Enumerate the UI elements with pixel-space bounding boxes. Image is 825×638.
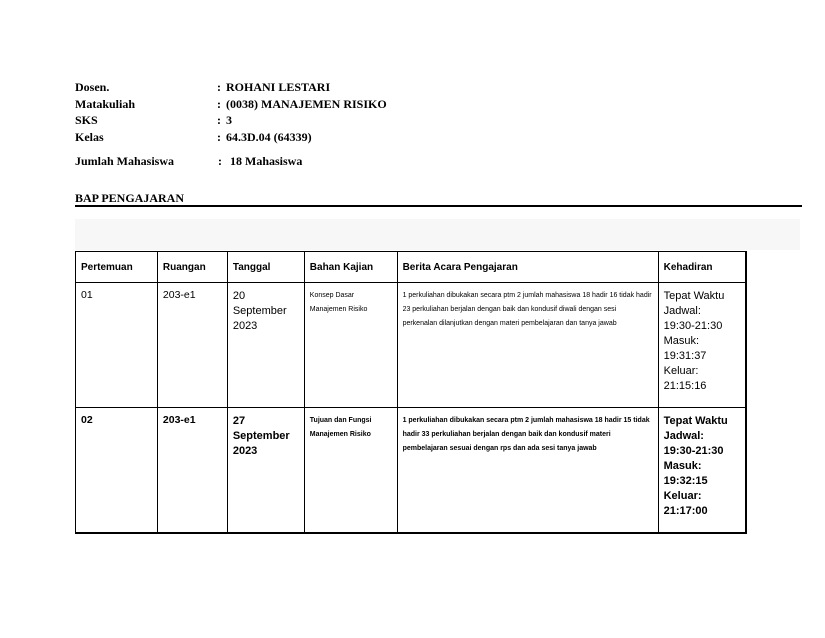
separator: : — [217, 80, 221, 94]
kehadiran-masuk-label: Masuk: — [663, 335, 700, 347]
info-row-kelas — [75, 129, 575, 146]
cell-bahan-kajian: Tujuan dan Fungsi Manajemen Risiko — [304, 408, 397, 533]
info-row-matakuliah — [75, 96, 575, 113]
kehadiran-jadwal: 19:30-21:30 — [663, 320, 723, 332]
jumlah-label: Jumlah Mahasiswa — [75, 154, 175, 168]
cell-tanggal: 27 September 2023 — [227, 408, 304, 533]
separator: : — [218, 154, 222, 168]
header-bahan-kajian: Bahan Kajian — [304, 252, 397, 283]
kehadiran-status: Tepat Waktu — [663, 290, 725, 302]
kehadiran-keluar-label: Keluar: — [663, 490, 702, 502]
header-pertemuan: Pertemuan — [76, 252, 158, 283]
section-title: BAP PENGAJARAN — [75, 191, 185, 205]
cell-pertemuan: 01 — [76, 283, 158, 408]
separator: : — [217, 96, 221, 111]
sks-value: 3 — [226, 113, 232, 127]
jumlah-value: 18 Mahasiswa — [230, 154, 303, 168]
info-row-sks — [75, 112, 575, 129]
info-row-jumlah-mahasiswa — [75, 153, 575, 170]
cell-ruangan: 203-e1 — [157, 283, 227, 408]
kehadiran-masuk-label: Masuk: — [663, 460, 702, 472]
kehadiran-jadwal: 19:30-21:30 — [663, 445, 724, 457]
kehadiran-jadwal-label: Jadwal: — [663, 305, 701, 317]
separator: : — [217, 113, 221, 127]
table-header-row — [76, 252, 747, 283]
section-divider — [75, 205, 802, 207]
kehadiran-masuk: 19:31:37 — [663, 350, 707, 362]
kehadiran-status: Tepat Waktu — [663, 415, 728, 427]
header-ruangan: Ruangan — [157, 252, 227, 283]
cell-bahan-kajian: Konsep Dasar Manajemen Risiko — [304, 283, 397, 408]
kelas-label: Kelas — [75, 129, 104, 144]
header-band — [75, 219, 800, 250]
bap-table — [75, 251, 747, 534]
course-info — [75, 79, 575, 170]
kehadiran-masuk: 19:32:15 — [663, 475, 708, 487]
info-row-dosen — [75, 79, 575, 96]
kehadiran-keluar: 21:15:16 — [663, 380, 707, 392]
matakuliah-label: Matakuliah — [75, 96, 136, 111]
dosen-value: ROHANI LESTARI — [226, 80, 331, 94]
matakuliah-value: (0038) MANAJEMEN RISIKO — [226, 96, 387, 111]
sks-label: SKS — [75, 113, 98, 127]
cell-tanggal: 20 September 2023 — [227, 283, 304, 408]
separator: : — [217, 129, 221, 144]
cell-ruangan: 203-e1 — [157, 408, 227, 533]
cell-pertemuan: 02 — [76, 408, 158, 533]
cell-kehadiran — [658, 408, 746, 533]
kehadiran-keluar: 21:17:00 — [663, 505, 708, 517]
kelas-value: 64.3D.04 (64339) — [226, 129, 312, 144]
cell-berita-acara: 1 perkuliahan dibukakan secara ptm 2 jumlah mahasiswa 18 hadir 15 tidak hadir 33 perkuliahan berjalan dengan baik dan kondusif materi pembelajaran sesuai dengan rps dan ada sesi tanya jawab — [397, 408, 658, 533]
kehadiran-keluar-label: Keluar: — [663, 365, 699, 377]
header-kehadiran: Kehadiran — [658, 252, 746, 283]
cell-kehadiran — [658, 283, 746, 408]
cell-berita-acara: 1 perkuliahan dibukakan secara ptm 2 jumlah mahasiswa 18 hadir 16 tidak hadir 23 perkuliahan berjalan dengan baik dan kondusif diwali dengan sesi perkenalan dilanjutkan dengan materi pembelajaran dan tanya jawab — [397, 283, 658, 408]
header-tanggal: Tanggal — [227, 252, 304, 283]
kehadiran-jadwal-label: Jadwal: — [663, 430, 704, 442]
table-row — [76, 283, 747, 408]
header-berita-acara: Berita Acara Pengajaran — [397, 252, 658, 283]
table-row — [76, 408, 747, 533]
dosen-label: Dosen. — [75, 80, 110, 94]
